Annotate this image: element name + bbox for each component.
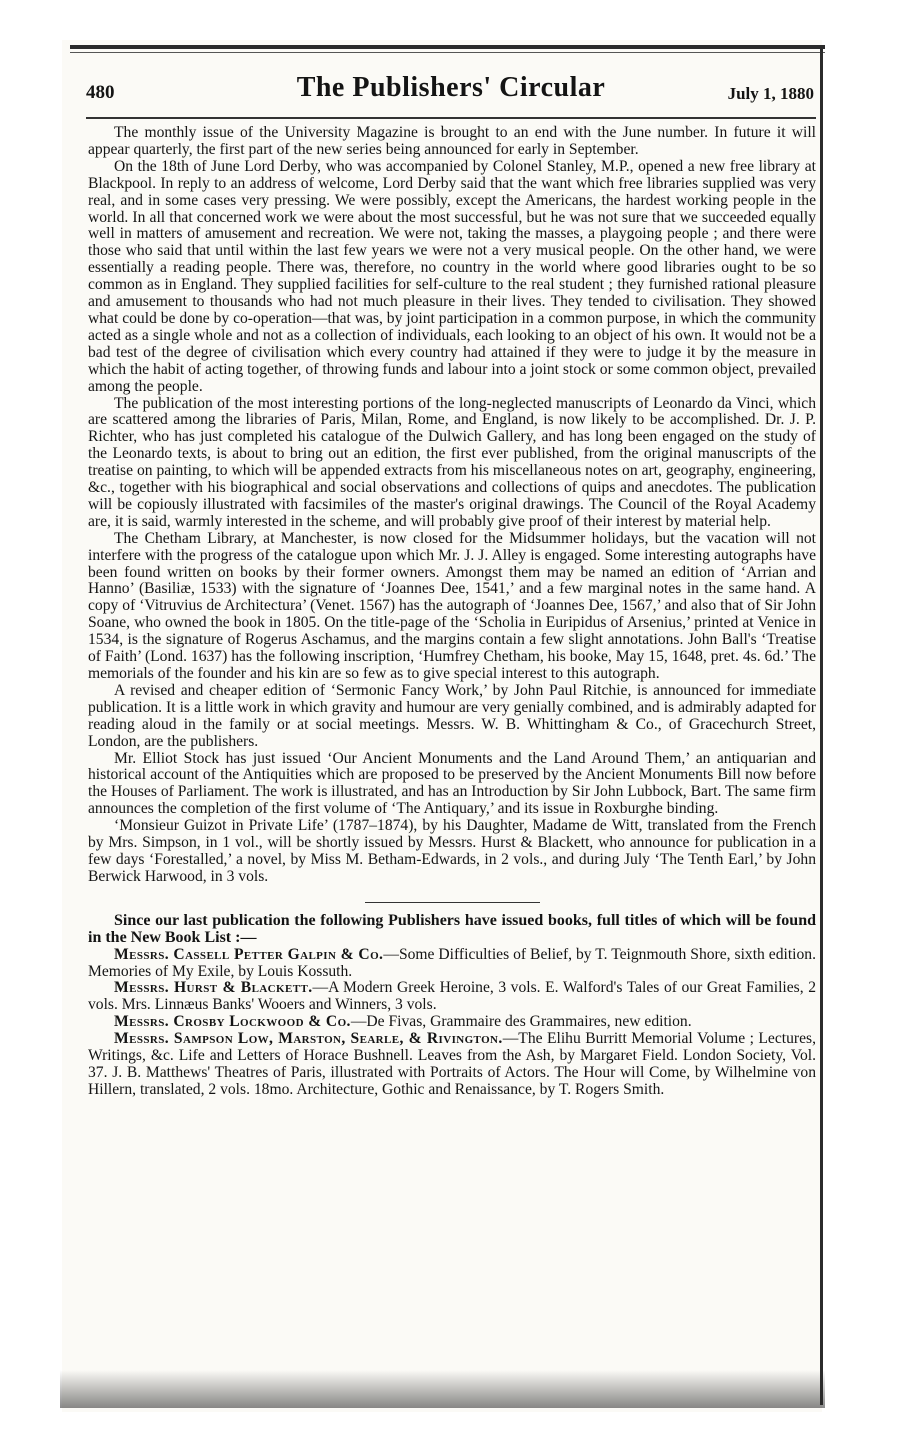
page-number: 480 (86, 82, 115, 103)
top-border-rule (70, 45, 825, 49)
paragraph-lord-derby: On the 18th of June Lord Derby, who was accompanied by Colonel Stanley, M.P., opened a new free library at Blackpool. In reply to an address of welcome, Lord Derby said that the want which free libraries supplied was very real, and in some cases very pressing. We were possibly, except the Americans, the hardest working people in the world. In all that concerned work we were about the most successful, but he was not sure that we succeeded equally well in matters of amusement and recreation. We were not, taking the masses, a playgoing people ; and there were those who said that until within the last few years we were not a very musical people. On the other hand, we were essentially a reading people. There was, therefore, no country in the world where good libraries ought to be so common as in England. They supplied facilities for self-culture to the real student ; they furnished rational pleasure and amusement to thousands who had not much pleasure in their lives. They tended to civilisation. They showed what could be done by co-operation—that was, by joint participation in a common purpose, in which the community acted as a single whole and not as a collection of individuals, each looking to an object of his own. It would not be a bad test of the degree of civilisation which every country had attained if they were to judge it by the measure in which the habit of acting together, of throwing funds and labour into a joint stock or some common object, prevailed among the people. (88, 157, 816, 395)
publisher-books: —De Fivas, Grammaire des Grammaires, new edition. (350, 1013, 692, 1031)
list-item (88, 980, 816, 1014)
list-item (88, 947, 816, 981)
section-divider (365, 902, 540, 903)
paragraph-chetham-library: The Chetham Library, at Manchester, is now closed for the Midsummer holidays, but the vacation will not interfere with the progress of the catalogue upon which Mr. J. J. Alley is engaged. Some interesting autographs have been found written on books by their former owners. Amongst them may be named an edition of ‘Arrian and Hanno’ (Basiliæ, 1533) with the signature of ‘Joannes Dee, 1541,’ and a few marginal notes in the same hand. A copy of ‘Vitruvius de Architectura’ (Venet. 1567) has the autograph of ‘Joannes Dee, 1567,’ and also that of Sir John Soane, who owned the book in 1805. On the title-page of the ‘Scholia in Euripidus of Arsenius,’ printed at Venice in 1534, is the signature of Rogerus Aschamus, and the margins contain a few slight annotations. John Ball's ‘Treatise of Faith’ (Lond. 1637) has the following inscription, ‘Humfrey Chetham, his booke, May 15, 1648, pret. 4s. 6d.’ The memorials of the founder and his kin are so few as to give special interest to this autograph. (88, 529, 816, 682)
book-list-intro: Since our last publication the following Publishers have issued books, full titles of which will be found in the New Book List :— (88, 911, 816, 946)
publisher-name: Messrs. Crosby Lockwood & Co. (114, 1013, 351, 1031)
publisher-books: —Some Difficulties of Belief, by T. Teignmouth Shore, sixth edition. Memories of My Exile, by Louis Kossuth. (88, 945, 816, 980)
page-header (86, 72, 816, 112)
top-border-rule-thin (70, 52, 825, 53)
issue-date: July 1, 1880 (727, 84, 814, 103)
paragraph-sermonic-fancy-work: A revised and cheaper edition of ‘Sermonic Fancy Work,’ by John Paul Ritchie, is announced for immediate publication. It is a little work in which gravity and humour are very genially combined, and is admirably adapted for reading aloud in the family or at social meetings. Messrs. W. B. Whittingham & Co., of Gracechurch Street, London, are the publishers. (88, 681, 816, 750)
header-rule (86, 117, 816, 119)
publisher-books: —A Modern Greek Heroine, 3 vols. E. Walford's Tales of our Great Families, 2 vols. Mrs. Linnæus Banks' Wooers and Winners, 3 vols. (88, 979, 816, 1014)
book-list-section (88, 913, 816, 1099)
page-title: The Publishers' Circular (296, 72, 606, 103)
list-item (88, 1014, 816, 1031)
paragraph-leonardo: The publication of the most interesting portions of the long-neglected manuscripts of Leonardo da Vinci, which are scattered among the libraries of Paris, Milan, Rome, and England, is now likely to be accomplished. Dr. J. P. Richter, who has just completed his catalogue of the Dulwich Gallery, and has long been engaged on the study of the Leonardo texts, is about to bring out an edition, the first ever published, from the original manuscripts of the treatise on painting, to which will be appended extracts from his miscellaneous notes on art, geography, engineering, &c., together with his biographical and social observations and collections of quips and anecdotes. The publication will be copiously illustrated with facsimiles of the master's original drawings. The Council of the Royal Academy are, it is said, warmly interested in the scheme, and will probably give proof of their interest by material help. (88, 394, 816, 530)
article-body (88, 125, 816, 1099)
bottom-edge-shadow (60, 1370, 825, 1408)
publisher-name: Messrs. Sampson Low, Marston, Searle, & Rivington. (114, 1030, 503, 1048)
list-item (88, 1031, 816, 1099)
paragraph-elliot-stock: Mr. Elliot Stock has just issued ‘Our Ancient Monuments and the Land Around Them,’ an antiquarian and historical account of the Antiquities which are proposed to be preserved by the Ancient Monuments Bill now before the Houses of Parliament. The work is illustrated, and has an Introduction by Sir John Lubbock, Bart. The same firm announces the completion of the first volume of ‘The Antiquary,’ and its issue in Roxburghe binding. (88, 749, 816, 818)
publisher-name: Messrs. Cassell Petter Galpin & Co. (114, 945, 384, 963)
publisher-name: Messrs. Hurst & Blackett. (114, 979, 313, 997)
paragraph-university-magazine: The monthly issue of the University Magazine is brought to an end with the June number. In future it will appear quarterly, the first part of the new series being announced for early in September. (88, 124, 816, 158)
right-border-rule (820, 45, 823, 1405)
publisher-books: —The Elihu Burritt Memorial Volume ; Lectures, Writings, &c. Life and Letters of Horace Bushnell. Leaves from the Ash, by Margaret Field. London Society, Vol. 37. J. B. Matthews' Theatres of Paris, illustrated with Portraits of Actors. The Hour will Come, by Wilhelmine von Hillern, translated, 2 vols. 18mo. Architecture, Gothic and Renaissance, by T. Rogers Smith. (88, 1030, 816, 1098)
paragraph-monsieur-guizot: ‘Monsieur Guizot in Private Life’ (1787–1874), by his Daughter, Madame de Witt, translated from the French by Mrs. Simpson, in 1 vol., will be shortly issued by Messrs. Hurst & Blackett, who announce for publication in a few days ‘Forestalled,’ a novel, by Miss M. Betham-Edwards, in 2 vols., and during July ‘The Tenth Earl,’ by John Berwick Harwood, in 3 vols. (88, 817, 816, 885)
